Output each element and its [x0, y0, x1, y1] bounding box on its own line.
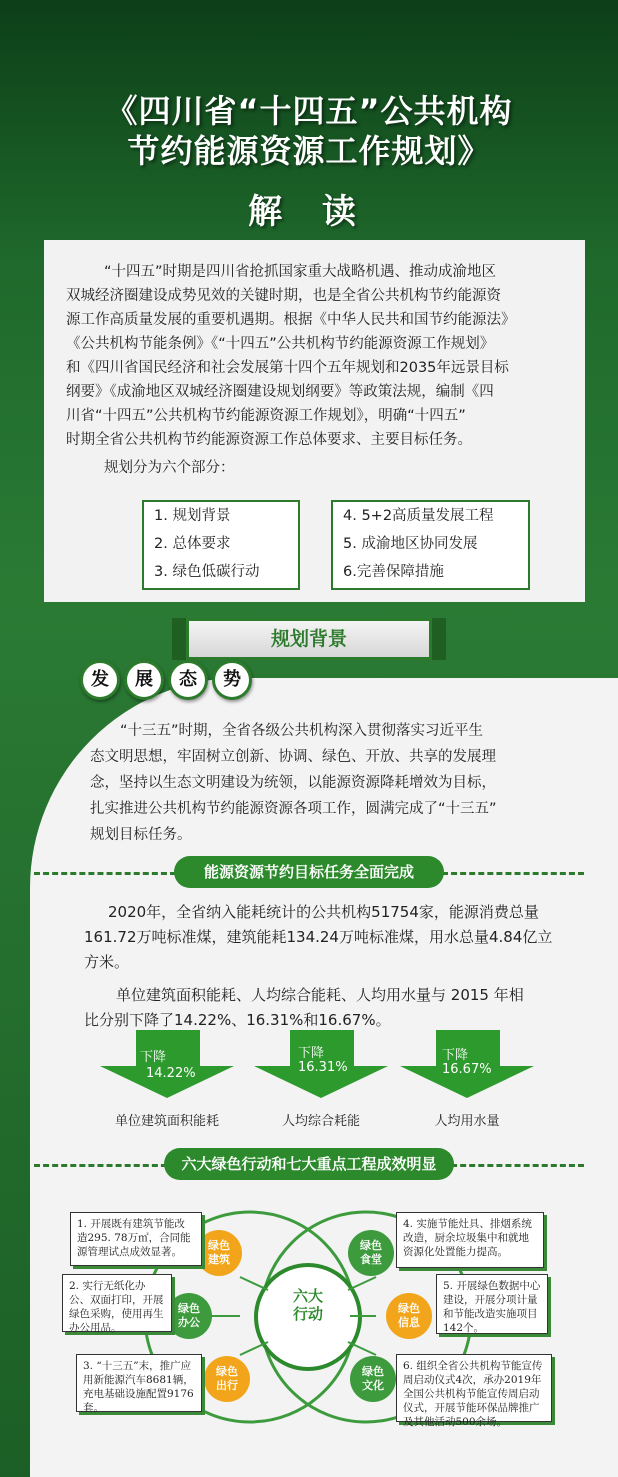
dev-line: 扎实推进公共机构节约能源资源各项工作，圆满完成了“十三五”	[90, 801, 497, 817]
node-green-office	[166, 1293, 212, 1339]
down-arrow-icon	[100, 1030, 234, 1098]
center-label	[256, 1287, 360, 1323]
title-interpretation: 解 读	[248, 192, 370, 232]
node-green-travel	[204, 1356, 250, 1402]
energy-line: 比分别下降了14.22%、16.31%和16.67%。	[84, 1011, 391, 1029]
dev-line: 态文明思想，牢固树立创新、协调、绿色、开放、共享的发展理	[90, 749, 496, 765]
part-item: 1. 规划背景	[154, 508, 231, 524]
intro-line: 双城经济圈建设成势见效的关键时期，也是全省公共机构节约能源资	[66, 288, 501, 304]
dev-line: 规划目标任务。	[90, 827, 192, 843]
arrow-word: 下降	[140, 1050, 167, 1065]
arrow-label: 人均用水量	[434, 1114, 500, 1129]
node-green-info	[386, 1293, 432, 1339]
parts-box-right	[331, 500, 530, 590]
actions-heading: 六大绿色行动和七大重点工程成效明显	[164, 1148, 454, 1180]
node-text: 文化	[362, 1379, 384, 1392]
arrow-word: 下降	[442, 1048, 469, 1063]
intro-line: “十四五”时期是四川省抢抓国家重大战略机遇、推动成渝地区	[104, 264, 497, 280]
heading-circle: 态	[168, 660, 208, 700]
action-text-1: 1. 开展既有建筑节能改造295. 78万㎡，合同能源管理试点成效显著。	[70, 1212, 202, 1266]
title-line-1: 《四川省“十四五”公共机构	[105, 92, 513, 130]
intro-parts-label: 规划分为六个部分：	[104, 460, 235, 476]
action-text-4: 4. 实施节能灶具、排烟系统改造，厨余垃圾集中和就地资源化处置能力提高。	[396, 1212, 544, 1268]
part-item: 3. 绿色低碳行动	[154, 564, 260, 580]
node-text: 建筑	[208, 1253, 230, 1266]
energy-line: 单位建筑面积能耗、人均综合能耗、人均用水量与 2015 年相	[116, 986, 524, 1004]
energy-line: 161.72万吨标准煤，建筑能耗134.24万吨标准煤，用水总量4.84亿立	[84, 928, 553, 946]
arrow-label: 单位建筑面积能耗	[114, 1114, 219, 1129]
node-green-canteen	[348, 1230, 394, 1276]
decrease-arrow-3	[400, 1030, 534, 1098]
intro-line: 《公共机构节能条例》《“十四五”公共机构节约能源资源工作规划》	[66, 336, 495, 352]
decrease-arrow-2	[254, 1030, 388, 1098]
action-text-2: 2. 实行无纸化办公、双面打印，开展绿色采购，使用再生办公用品。	[62, 1274, 172, 1332]
node-text: 绿色	[360, 1239, 382, 1252]
heading-circle: 势	[212, 660, 252, 700]
arrow-value: 16.67%	[442, 1062, 492, 1077]
development-paragraph	[90, 718, 560, 848]
node-text: 出行	[216, 1379, 238, 1392]
node-text: 办公	[178, 1316, 200, 1329]
action-text-6: 6. 组织全省公共机构节能宣传周启动仪式4次，承办2019年全国公共机构节能宣传周启动仪式，开展节能环保品牌推广及其他活动500余场。	[396, 1354, 552, 1422]
part-item: 5. 成渝地区协同发展	[343, 536, 478, 552]
decrease-arrow-1	[100, 1030, 234, 1098]
intro-line: 源工作高质量发展的重要机遇期。根据《中华人民共和国节约能源法》	[66, 312, 516, 328]
dev-line: 念，坚持以生态文明建设为统领，以能源资源降耗增效为目标，	[90, 775, 496, 791]
action-text-3: 3. “十三五”末，推广应用新能源汽车8681辆，充电基础设施配置9176套。	[76, 1354, 202, 1412]
intro-line: 和《四川省国民经济和社会发展第十四个五年规划和2035年远景目标	[66, 360, 509, 376]
energy-line: 方米。	[84, 953, 130, 971]
part-item: 4. 5+2高质量发展工程	[343, 508, 494, 524]
node-green-building	[196, 1230, 242, 1276]
intro-line: 纲要》《成渝地区双城经济圈建设规划纲要》等政策法规，编制《四	[66, 384, 494, 400]
arrow-label: 人均综合耗能	[281, 1114, 360, 1129]
action-text-5: 5. 开展绿色数据中心建设，开展分项计量和节能改造实施项目142个。	[436, 1274, 548, 1334]
arrow-word: 下降	[298, 1046, 325, 1061]
section-banner: 规划背景	[186, 618, 432, 660]
energy-heading: 能源资源节约目标任务全面完成	[174, 856, 444, 888]
energy-line: 2020年，全省纳入能耗统计的公共机构51754家，能源消费总量	[108, 903, 539, 921]
center-line: 行动	[292, 1305, 323, 1323]
node-text: 绿色	[208, 1239, 230, 1252]
part-item: 6.完善保障措施	[343, 564, 444, 580]
heading-circle: 发	[80, 660, 120, 700]
node-text: 信息	[398, 1316, 420, 1329]
dev-line: “十三五”时期，全省各级公共机构深入贯彻落实习近平生	[120, 723, 484, 739]
arrow-value: 16.31%	[298, 1060, 348, 1075]
node-text: 绿色	[398, 1302, 420, 1315]
node-text: 绿色	[362, 1365, 384, 1378]
intro-panel	[44, 240, 585, 602]
heading-circle: 展	[124, 660, 164, 700]
intro-paragraph	[66, 260, 566, 480]
part-item: 2. 总体要求	[154, 536, 231, 552]
node-text: 绿色	[178, 1302, 200, 1315]
node-text: 食堂	[360, 1253, 382, 1266]
title-line-2: 节约能源资源工作规划》	[127, 132, 491, 170]
energy-paragraph	[84, 900, 564, 1033]
intro-line: 川省“十四五”公共机构节约能源资源工作规划》，明确“十四五”	[66, 408, 466, 424]
node-green-culture	[350, 1356, 396, 1402]
intro-line: 时期全省公共机构节约能源资源工作总体要求、主要目标任务。	[66, 432, 472, 448]
parts-box-left	[142, 500, 300, 590]
center-line: 六大	[292, 1287, 323, 1305]
node-text: 绿色	[216, 1365, 238, 1378]
arrow-value: 14.22%	[146, 1066, 196, 1081]
